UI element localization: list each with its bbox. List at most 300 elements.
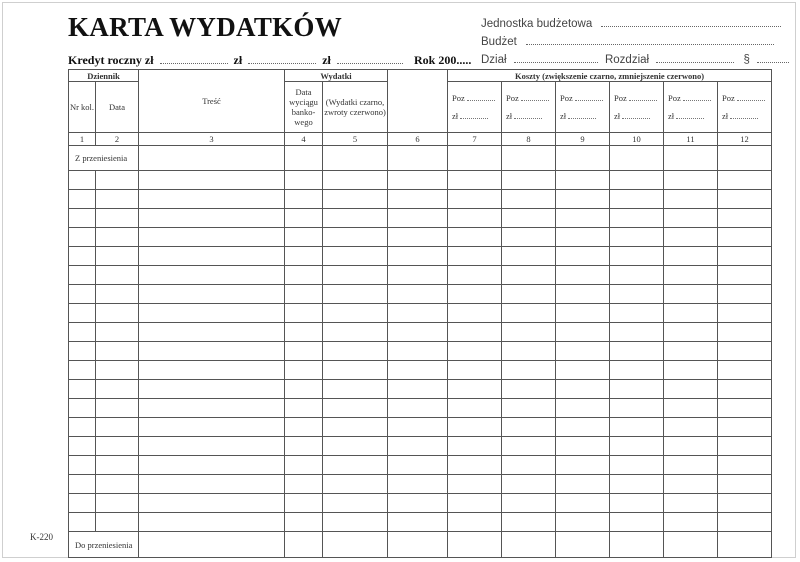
tresc-header: Treść: [139, 70, 285, 133]
table-cell[interactable]: [556, 380, 610, 399]
table-cell[interactable]: [556, 475, 610, 494]
table-cell[interactable]: [610, 418, 664, 437]
table-cell[interactable]: [139, 209, 285, 228]
nr-kol-header: Nr kol.: [69, 82, 96, 133]
table-cell[interactable]: [323, 456, 388, 475]
table-cell[interactable]: [323, 285, 388, 304]
table-cell[interactable]: [139, 437, 285, 456]
table-cell[interactable]: [69, 399, 96, 418]
col-number: 5: [323, 133, 388, 146]
table-cell[interactable]: [556, 304, 610, 323]
table-cell[interactable]: [388, 190, 448, 209]
table-cell[interactable]: [96, 190, 139, 209]
table-cell[interactable]: [610, 532, 664, 558]
wydatki-sub-header: (Wydatki czarno, zwroty czerwono): [323, 82, 388, 133]
table-cell[interactable]: [285, 342, 323, 361]
table-cell[interactable]: [448, 399, 502, 418]
table-cell[interactable]: [718, 532, 772, 558]
table-cell[interactable]: [448, 532, 502, 558]
budzet-field[interactable]: [526, 35, 774, 45]
table-cell[interactable]: [285, 418, 323, 437]
table-cell[interactable]: [610, 399, 664, 418]
table-row: [69, 399, 772, 418]
table-cell[interactable]: [285, 437, 323, 456]
table-cell[interactable]: [388, 209, 448, 228]
table-cell[interactable]: [285, 285, 323, 304]
table-cell[interactable]: [69, 323, 96, 342]
table-cell[interactable]: [388, 532, 448, 558]
kredyt-zl-1: zł: [233, 53, 243, 67]
zl-field[interactable]: [622, 111, 650, 119]
table-cell[interactable]: [285, 513, 323, 532]
table-cell[interactable]: [285, 456, 323, 475]
table-cell[interactable]: [69, 209, 96, 228]
dzial-field[interactable]: [514, 53, 598, 63]
table-cell[interactable]: [388, 475, 448, 494]
table-cell[interactable]: [664, 171, 718, 190]
table-cell[interactable]: [664, 494, 718, 513]
table-cell[interactable]: [96, 380, 139, 399]
table-cell[interactable]: [139, 494, 285, 513]
table-cell[interactable]: [448, 437, 502, 456]
table-cell[interactable]: [96, 494, 139, 513]
table-cell[interactable]: [502, 437, 556, 456]
table-cell[interactable]: [139, 380, 285, 399]
table-cell[interactable]: [448, 494, 502, 513]
table-cell[interactable]: [285, 247, 323, 266]
table-cell[interactable]: [610, 266, 664, 285]
table-cell[interactable]: [388, 456, 448, 475]
table-cell[interactable]: [285, 380, 323, 399]
table-cell[interactable]: [69, 190, 96, 209]
table-cell[interactable]: [323, 437, 388, 456]
table-cell[interactable]: [69, 342, 96, 361]
table-row: [69, 323, 772, 342]
col-number: 9: [556, 133, 610, 146]
table-cell[interactable]: [323, 247, 388, 266]
table-cell[interactable]: [323, 475, 388, 494]
table-cell[interactable]: [556, 266, 610, 285]
zl-field[interactable]: [676, 111, 704, 119]
table-cell[interactable]: [718, 380, 772, 399]
table-cell[interactable]: [718, 304, 772, 323]
table-cell[interactable]: [96, 399, 139, 418]
table-cell[interactable]: [285, 266, 323, 285]
zl-field[interactable]: [514, 111, 542, 119]
table-cell[interactable]: [96, 418, 139, 437]
table-cell[interactable]: [323, 361, 388, 380]
kredyt-field-2[interactable]: [248, 54, 316, 64]
table-cell[interactable]: [96, 171, 139, 190]
table-cell[interactable]: [139, 361, 285, 380]
table-cell[interactable]: [664, 323, 718, 342]
table-cell[interactable]: [556, 513, 610, 532]
table-cell[interactable]: [502, 380, 556, 399]
table-cell[interactable]: [96, 361, 139, 380]
table-cell[interactable]: [718, 418, 772, 437]
table-cell[interactable]: [69, 266, 96, 285]
table-cell[interactable]: [718, 475, 772, 494]
table-cell[interactable]: [69, 247, 96, 266]
table-cell[interactable]: [388, 494, 448, 513]
dzial-label: Dział: [481, 54, 507, 66]
table-cell[interactable]: [139, 146, 285, 171]
table-cell[interactable]: [718, 285, 772, 304]
table-row: [69, 228, 772, 247]
table-row: [69, 380, 772, 399]
poz-field[interactable]: [521, 93, 549, 101]
table-cell[interactable]: [96, 304, 139, 323]
table-cell[interactable]: [664, 437, 718, 456]
table-cell[interactable]: [96, 209, 139, 228]
table-cell[interactable]: [718, 361, 772, 380]
table-cell[interactable]: [323, 532, 388, 558]
poz-field[interactable]: [737, 93, 765, 101]
kredyt-field-1[interactable]: [160, 54, 228, 64]
table-cell[interactable]: [556, 146, 610, 171]
table-cell[interactable]: [323, 266, 388, 285]
table-cell[interactable]: [285, 532, 323, 558]
table-cell[interactable]: [718, 209, 772, 228]
table-cell[interactable]: [556, 494, 610, 513]
table-cell[interactable]: [556, 323, 610, 342]
table-cell[interactable]: [664, 532, 718, 558]
table-cell[interactable]: [556, 532, 610, 558]
table-cell[interactable]: [388, 247, 448, 266]
table-cell[interactable]: [502, 209, 556, 228]
table-cell[interactable]: [139, 171, 285, 190]
rozdzial-field[interactable]: [656, 53, 734, 63]
table-cell[interactable]: [69, 513, 96, 532]
table-cell[interactable]: [610, 437, 664, 456]
table-cell[interactable]: [388, 266, 448, 285]
table-cell[interactable]: [388, 228, 448, 247]
table-cell[interactable]: [96, 323, 139, 342]
table-cell[interactable]: [448, 475, 502, 494]
table-cell[interactable]: [388, 304, 448, 323]
table-cell[interactable]: [285, 190, 323, 209]
table-cell[interactable]: [556, 247, 610, 266]
table-cell[interactable]: [448, 380, 502, 399]
zl-field[interactable]: [730, 111, 758, 119]
table-cell[interactable]: [718, 190, 772, 209]
table-cell[interactable]: [285, 228, 323, 247]
table-cell[interactable]: [285, 146, 323, 171]
table-cell[interactable]: [69, 285, 96, 304]
table-cell[interactable]: [610, 247, 664, 266]
table-row: [69, 456, 772, 475]
table-cell[interactable]: [718, 494, 772, 513]
col-number: 10: [610, 133, 664, 146]
table-cell[interactable]: [664, 146, 718, 171]
table-cell[interactable]: [388, 399, 448, 418]
table-cell[interactable]: [664, 304, 718, 323]
table-cell[interactable]: [556, 437, 610, 456]
table-cell[interactable]: [718, 437, 772, 456]
table-cell[interactable]: [610, 475, 664, 494]
table-cell[interactable]: [139, 266, 285, 285]
zl-field[interactable]: [568, 111, 596, 119]
table-cell[interactable]: [610, 304, 664, 323]
table-cell[interactable]: [139, 304, 285, 323]
table-cell[interactable]: [502, 146, 556, 171]
col-number: 7: [448, 133, 502, 146]
table-cell[interactable]: [718, 247, 772, 266]
table-cell[interactable]: [664, 399, 718, 418]
table-cell[interactable]: [610, 494, 664, 513]
table-cell[interactable]: [448, 342, 502, 361]
table-cell[interactable]: [388, 418, 448, 437]
table-cell[interactable]: [448, 190, 502, 209]
table-cell[interactable]: [69, 494, 96, 513]
col6-header-blank: [388, 70, 448, 133]
table-cell[interactable]: [610, 209, 664, 228]
table-cell[interactable]: [556, 361, 610, 380]
table-cell[interactable]: [718, 323, 772, 342]
koszty-col-11-header: Poz zł: [664, 82, 718, 133]
table-cell[interactable]: [448, 247, 502, 266]
table-cell[interactable]: [502, 323, 556, 342]
table-cell[interactable]: [69, 361, 96, 380]
table-cell[interactable]: [139, 532, 285, 558]
table-cell[interactable]: [448, 285, 502, 304]
table-cell[interactable]: [69, 437, 96, 456]
table-cell[interactable]: [285, 323, 323, 342]
table-cell[interactable]: [556, 418, 610, 437]
table-cell[interactable]: [139, 399, 285, 418]
table-cell[interactable]: [96, 266, 139, 285]
table-cell[interactable]: [718, 171, 772, 190]
table-cell[interactable]: [718, 513, 772, 532]
table-cell[interactable]: [502, 247, 556, 266]
table-cell[interactable]: [139, 456, 285, 475]
table-cell[interactable]: [664, 513, 718, 532]
table-cell[interactable]: [96, 247, 139, 266]
table-row: [69, 361, 772, 380]
table-cell[interactable]: [664, 209, 718, 228]
table-cell[interactable]: [502, 171, 556, 190]
table-cell[interactable]: [69, 171, 96, 190]
table-cell[interactable]: [502, 513, 556, 532]
table-cell[interactable]: [69, 380, 96, 399]
table-cell[interactable]: [96, 437, 139, 456]
table-cell[interactable]: [139, 513, 285, 532]
table-row: [69, 494, 772, 513]
table-row: [69, 342, 772, 361]
table-cell[interactable]: [664, 475, 718, 494]
table-cell[interactable]: [96, 475, 139, 494]
table-cell[interactable]: [664, 247, 718, 266]
table-cell[interactable]: [448, 146, 502, 171]
table-cell[interactable]: [388, 342, 448, 361]
table-cell[interactable]: [139, 342, 285, 361]
table-cell[interactable]: [610, 513, 664, 532]
table-cell[interactable]: [718, 456, 772, 475]
table-cell[interactable]: [556, 399, 610, 418]
table-cell[interactable]: [556, 342, 610, 361]
table-cell[interactable]: [69, 418, 96, 437]
table-cell[interactable]: [610, 456, 664, 475]
table-cell[interactable]: [610, 380, 664, 399]
zl-field[interactable]: [460, 111, 488, 119]
table-cell[interactable]: [96, 456, 139, 475]
entry-rows: [69, 171, 772, 532]
table-cell[interactable]: [323, 399, 388, 418]
table-cell[interactable]: [323, 209, 388, 228]
table-cell[interactable]: [502, 285, 556, 304]
table-cell[interactable]: [448, 418, 502, 437]
table-cell[interactable]: [323, 304, 388, 323]
table-cell[interactable]: [610, 361, 664, 380]
table-cell[interactable]: [448, 266, 502, 285]
table-cell[interactable]: [323, 228, 388, 247]
table-cell[interactable]: [139, 475, 285, 494]
table-cell[interactable]: [610, 190, 664, 209]
poz-field[interactable]: [683, 93, 711, 101]
table-cell[interactable]: [664, 342, 718, 361]
table-cell[interactable]: [388, 171, 448, 190]
paragraf-field[interactable]: [757, 53, 789, 63]
table-cell[interactable]: [285, 399, 323, 418]
table-cell[interactable]: [448, 209, 502, 228]
table-cell[interactable]: [448, 456, 502, 475]
table-cell[interactable]: [556, 456, 610, 475]
table-cell[interactable]: [610, 171, 664, 190]
table-cell[interactable]: [139, 418, 285, 437]
kredyt-field-3[interactable]: [337, 54, 403, 64]
table-cell[interactable]: [323, 190, 388, 209]
table-cell[interactable]: [388, 437, 448, 456]
table-cell[interactable]: [718, 266, 772, 285]
table-cell[interactable]: [448, 513, 502, 532]
table-cell[interactable]: [285, 304, 323, 323]
table-cell[interactable]: [139, 247, 285, 266]
budzet-line: [481, 35, 774, 48]
table-cell[interactable]: [388, 323, 448, 342]
table-cell[interactable]: [69, 228, 96, 247]
table-cell[interactable]: [448, 323, 502, 342]
table-cell[interactable]: [610, 228, 664, 247]
table-cell[interactable]: [285, 209, 323, 228]
do-przeniesienia-label: Do przeniesienia: [69, 532, 139, 558]
col-number: 4: [285, 133, 323, 146]
table-cell[interactable]: [323, 513, 388, 532]
table-cell[interactable]: [502, 532, 556, 558]
table-cell[interactable]: [139, 190, 285, 209]
table-cell[interactable]: [139, 228, 285, 247]
table-cell[interactable]: [448, 361, 502, 380]
col-number: 8: [502, 133, 556, 146]
table-cell[interactable]: [610, 146, 664, 171]
table-cell[interactable]: [285, 494, 323, 513]
table-cell[interactable]: [502, 342, 556, 361]
table-cell[interactable]: [664, 418, 718, 437]
jednostka-line: [481, 17, 781, 30]
table-cell[interactable]: [323, 342, 388, 361]
table-cell[interactable]: [139, 285, 285, 304]
table-cell[interactable]: [96, 228, 139, 247]
table-cell[interactable]: [556, 171, 610, 190]
table-cell[interactable]: [664, 456, 718, 475]
table-cell[interactable]: [718, 228, 772, 247]
table-cell[interactable]: [502, 399, 556, 418]
table-cell[interactable]: [96, 513, 139, 532]
table-cell[interactable]: [323, 146, 388, 171]
table-cell[interactable]: [664, 285, 718, 304]
table-cell[interactable]: [502, 456, 556, 475]
table-cell[interactable]: [69, 304, 96, 323]
koszty-col-10-header: Poz zł: [610, 82, 664, 133]
table-cell[interactable]: [388, 361, 448, 380]
wyciag-header: Data wyciągu banko-wego: [285, 82, 323, 133]
table-cell[interactable]: [388, 513, 448, 532]
table-cell[interactable]: [502, 266, 556, 285]
table-cell[interactable]: [664, 266, 718, 285]
table-cell[interactable]: [96, 285, 139, 304]
col-number: 2: [96, 133, 139, 146]
table-cell[interactable]: [69, 456, 96, 475]
table-cell[interactable]: [664, 361, 718, 380]
table-cell[interactable]: [556, 190, 610, 209]
table-cell[interactable]: [323, 418, 388, 437]
table-cell[interactable]: [718, 342, 772, 361]
table-cell[interactable]: [323, 380, 388, 399]
table-cell[interactable]: [610, 323, 664, 342]
table-cell[interactable]: [285, 361, 323, 380]
table-cell[interactable]: [502, 190, 556, 209]
table-cell[interactable]: [448, 304, 502, 323]
do-przeniesienia-row: [69, 532, 772, 558]
table-cell[interactable]: [610, 342, 664, 361]
table-cell[interactable]: [448, 171, 502, 190]
table-cell[interactable]: [664, 380, 718, 399]
table-cell[interactable]: [556, 209, 610, 228]
poz-field[interactable]: [467, 93, 495, 101]
table-cell[interactable]: [502, 304, 556, 323]
table-cell[interactable]: [664, 190, 718, 209]
table-cell[interactable]: [323, 323, 388, 342]
table-cell[interactable]: [718, 146, 772, 171]
table-cell[interactable]: [323, 494, 388, 513]
poz-field[interactable]: [575, 93, 603, 101]
col-number: 6: [388, 133, 448, 146]
table-cell[interactable]: [69, 475, 96, 494]
table-cell[interactable]: [388, 285, 448, 304]
table-cell[interactable]: [718, 399, 772, 418]
table-cell[interactable]: [502, 228, 556, 247]
table-cell[interactable]: [502, 475, 556, 494]
table-cell[interactable]: [448, 228, 502, 247]
table-cell[interactable]: [664, 228, 718, 247]
table-cell[interactable]: [502, 418, 556, 437]
table-cell[interactable]: [388, 380, 448, 399]
jednostka-field[interactable]: [601, 17, 781, 27]
expense-table: [68, 69, 772, 558]
table-cell[interactable]: [323, 171, 388, 190]
table-cell[interactable]: [285, 475, 323, 494]
poz-field[interactable]: [629, 93, 657, 101]
table-cell[interactable]: [96, 342, 139, 361]
table-cell[interactable]: [556, 285, 610, 304]
table-cell[interactable]: [285, 171, 323, 190]
table-cell[interactable]: [388, 146, 448, 171]
table-cell[interactable]: [556, 228, 610, 247]
table-cell[interactable]: [502, 361, 556, 380]
page-title: KARTA WYDATKÓW: [68, 12, 343, 42]
table-cell[interactable]: [502, 494, 556, 513]
table-cell[interactable]: [139, 323, 285, 342]
table-cell[interactable]: [610, 285, 664, 304]
